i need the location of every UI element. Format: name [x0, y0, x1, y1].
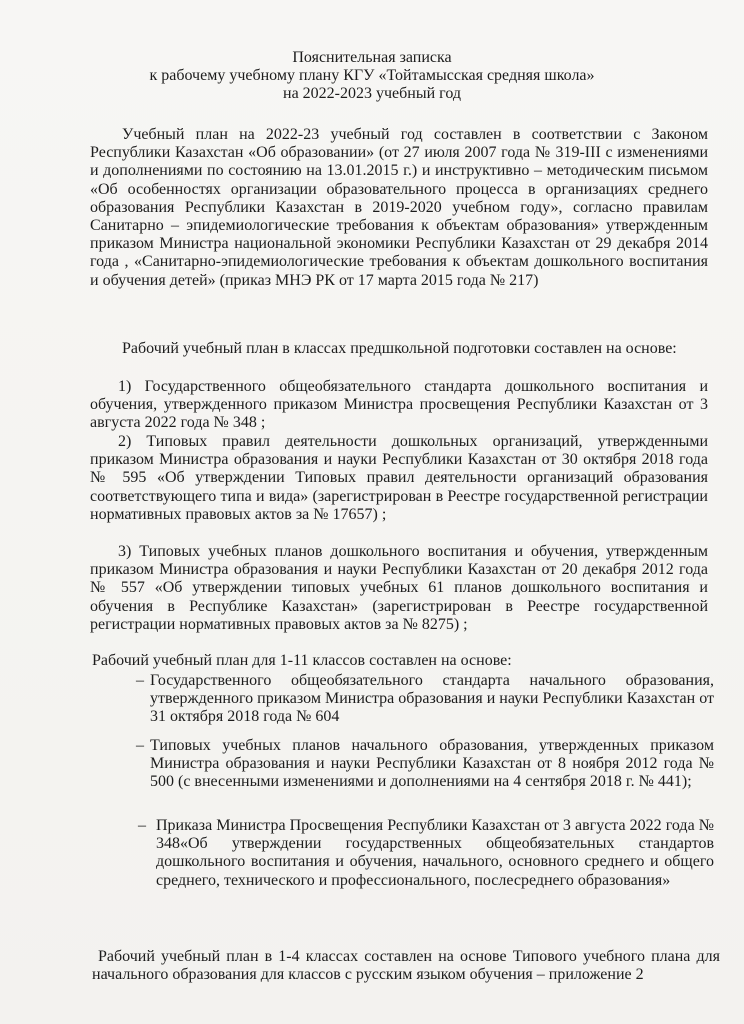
- preschool-item-2: 2) Типовых правил деятельности дошкольных организаций, утвержденными приказом Министра образования и науки Республики Казахстан от 30 октября 2018 года № 595 «Об утверждении Типовых правил деятельности организаций образования соответствующего типа и вида» (зарегистрирован в Реестре государственной регистрации нормативных правовых актов за № 17657) ;: [90, 433, 708, 523]
- preschool-item-3: 3) Типовых учебных планов дошкольного воспитания и обучения, утвержденным приказом Министра образования и науки Республики Казахстан от 20 декабря 2012 года № 557 «Об утверждении типовых учебных 61 планов дошкольного воспитания и обучения в Республике Казахстан» (зарегистрирован в Реестре государственной регистрации нормативных правовых актов за № 8275) ;: [90, 543, 708, 633]
- list-dash: –: [136, 672, 144, 689]
- paragraph-primary-plan: Рабочий учебный план в 1-4 классах составлен на основе Типового учебного плана для начального образования для классов с русским языком обучения – приложение 2: [92, 948, 720, 984]
- grades-item-1: Государственного общеобязательного стандарта начального образования, утвержденного приказом Министра образования и науки Республики Казахстан от 31 октября 2018 года № 604: [150, 672, 714, 726]
- paragraph-grades-intro: Рабочий учебный план для 1-11 классов составлен на основе:: [92, 652, 512, 669]
- list-dash: –: [136, 737, 144, 754]
- document-title: [0, 49, 744, 103]
- grades-item-3: Приказа Министра Просвещения Республики Казахстан от 3 августа 2022 года № 348«Об утверждении государственных общеобязательных стандартов дошкольного воспитания и обучения, начального, основного среднего и общего среднего, технического и профессионального, послесреднего образования»: [156, 817, 714, 889]
- list-dash: –: [138, 817, 146, 834]
- grades-item-2: Типовых учебных планов начального образования, утвержденных приказом Министра образования и науки Республики Казахстан от 8 ноября 2012 года № 500 (с внесенными изменениями и дополнениями на 4 сентября 2018 г. № 441);: [150, 737, 714, 791]
- title-line-1: Пояснительная записка: [292, 49, 452, 66]
- title-line-3: на 2022-2023 учебный год: [283, 85, 461, 102]
- preschool-item-1: 1) Государственного общеобязательного стандарта дошкольного воспитания и обучения, утвержденного приказом Министра просвещения Республики Казахстан от 3 августа 2022 года № 348 ;: [90, 378, 708, 432]
- paragraph-legal-basis: Учебный план на 2022-23 учебный год составлен в соответствии с Законом Республики Казахстан «Об образовании» (от 27 июля 2007 года № 319-III с изменениями и дополнениями по состоянию на 13.01.2015 г.) и инструктивно – методическим письмом «Об особенностях организации образовательного процесса в организациях среднего образования Республики Казахстан в 2019-2020 учебном году», согласно правилам Санитарно – эпидемиологические требования к объектам образования» утвержденным приказом Министра национальной экономики Республики Казахстан от 29 декабря 2014 года , «Санитарно-эпидемиологические требования к объектам дошкольного воспитания и обучения детей» (приказ МНЭ РК от 17 марта 2015 года № 217): [90, 126, 708, 289]
- paragraph-preschool-intro: Рабочий учебный план в классах предшкольной подготовки составлен на основе:: [122, 340, 677, 357]
- title-line-2: к рабочему учебному плану КГУ «Тойтамысская средняя школа»: [149, 67, 595, 84]
